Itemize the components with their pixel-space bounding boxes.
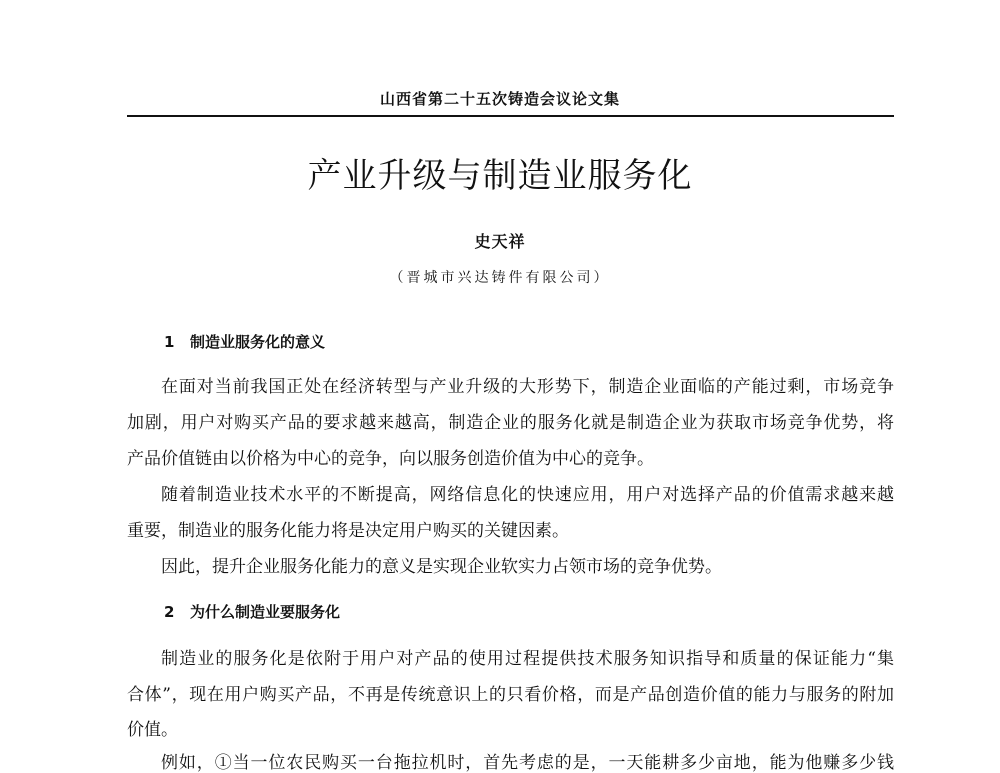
running-head: 山西省第二十五次铸造会议论文集: [379, 90, 620, 108]
article-title: 产业升级与制造业服务化: [307, 156, 693, 196]
paragraph-line: 合体”，现在用户购买产品，不再是传统意识上的只看价格，而是产品创造价值的能力与服务的附加: [127, 685, 894, 705]
paragraph-line: 制造业的服务化是依附于用户对产品的使用过程提供技术服务知识指导和质量的保证能力“集: [161, 649, 894, 669]
header-rule: [127, 115, 894, 117]
section-number: 1: [164, 333, 175, 351]
affiliation: （晋城市兴达铸件有限公司）: [389, 270, 611, 286]
author: 史天祥: [474, 232, 526, 251]
section-heading: [164, 601, 340, 622]
paragraph-line: 随着制造业技术水平的不断提高，网络信息化的快速应用，用户对选择产品的价值需求越来越: [161, 485, 894, 505]
paragraph-line: 产品价值链由以价格为中心的竞争，向以服务创造价值为中心的竞争。: [127, 449, 654, 469]
section-heading: [164, 331, 325, 352]
section-title: 为什么制造业要服务化: [190, 603, 341, 621]
paragraph-line: 例如，①当一位农民购买一台拖拉机时，首先考虑的是，一天能耕多少亩地，能为他赚多少钱: [161, 753, 894, 773]
paragraph-line: 在面对当前我国正处在经济转型与产业升级的大形势下，制造企业面临的产能过剩，市场竞争: [161, 377, 894, 397]
paragraph-line: 价值。: [127, 720, 178, 740]
paragraph-line: 重要，制造业的服务化能力将是决定用户购买的关键因素。: [127, 521, 569, 541]
paragraph-line: 因此，提升企业服务化能力的意义是实现企业软实力占领市场的竞争优势。: [161, 557, 722, 577]
section-number: 2: [164, 603, 175, 621]
paragraph-line: 加剧，用户对购买产品的要求越来越高，制造企业的服务化就是制造企业为获取市场竞争优势，将: [127, 413, 894, 433]
section-title: 制造业服务化的意义: [190, 333, 326, 351]
